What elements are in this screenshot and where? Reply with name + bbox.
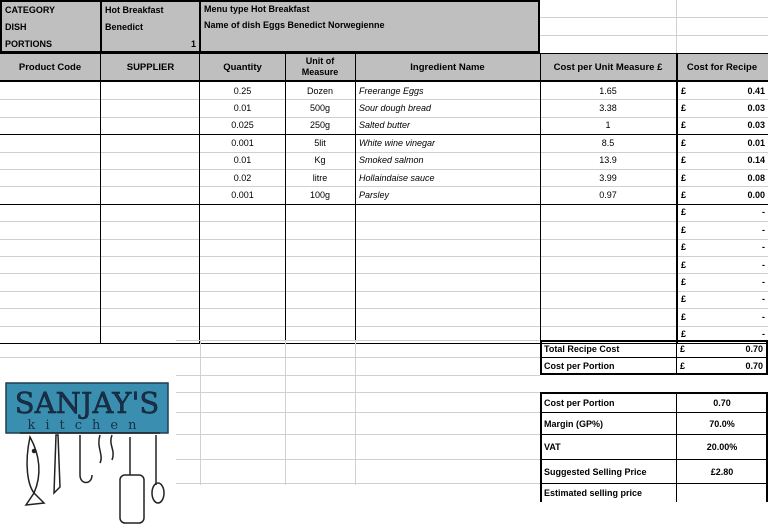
margin-value: 70.0% — [709, 418, 735, 429]
row-unit: Dozen — [306, 85, 333, 96]
total-recipe-cost-label: Total Recipe Cost — [544, 344, 620, 354]
row-cost: - — [762, 329, 765, 340]
estimated-price-label: Estimated selling price — [544, 488, 643, 498]
row-cost: 0.08 — [747, 172, 765, 183]
portions-label: PORTIONS — [5, 39, 53, 49]
suggested-price-label: Suggested Selling Price — [544, 466, 647, 477]
category-label: CATEGORY — [5, 5, 56, 15]
col-unit: Unit of Measure — [301, 56, 339, 77]
cost-per-portion-value: 0.70 — [745, 361, 763, 371]
row-quantity: 0.01 — [233, 103, 252, 114]
col-ingredient: Ingredient Name — [410, 61, 485, 73]
vat-value: 20.00% — [706, 442, 738, 452]
category-value: Hot Breakfast — [105, 5, 164, 15]
row-cost-per-unit: 1.65 — [599, 85, 617, 96]
row-currency: £ — [681, 311, 687, 322]
logo-name: SANJAY'S — [14, 386, 160, 420]
row-ingredient — [356, 239, 540, 256]
row-unit — [285, 204, 355, 221]
row-ingredient: Freerange Eggs — [359, 85, 424, 96]
row-cost-per-unit: 13.9 — [599, 155, 617, 166]
row-unit — [285, 273, 355, 290]
col-product-code: Product Code — [18, 61, 82, 73]
row-cost: 0.41 — [747, 85, 765, 96]
pricing-cpp-value: 0.70 — [713, 398, 731, 408]
row-ingredient — [356, 204, 540, 221]
row-ingredient — [356, 273, 540, 290]
row-unit: 250g — [309, 120, 331, 131]
row-quantity — [200, 291, 285, 308]
dish-label: DISH — [5, 22, 27, 32]
row-cost-per-unit: 3.99 — [599, 172, 617, 183]
row-cost: - — [762, 224, 765, 235]
row-ingredient: Sour dough bread — [359, 103, 432, 114]
dish-value: Benedict — [105, 22, 144, 32]
row-currency: £ — [681, 155, 687, 166]
row-cost-per-unit: 3.38 — [599, 103, 617, 114]
row-quantity — [200, 204, 285, 221]
suggested-price-value: £2.80 — [710, 466, 734, 477]
row-cost: - — [762, 242, 765, 253]
row-cost-per-unit — [540, 273, 676, 290]
logo-sub: kitchen — [27, 418, 147, 433]
vat-label: VAT — [544, 442, 561, 452]
dish-name: Name of dish Eggs Benedict Norwegienne — [204, 20, 385, 30]
margin-label: Margin (GP%) — [544, 418, 604, 429]
row-quantity: 0.001 — [231, 190, 254, 201]
row-unit — [285, 308, 355, 325]
menu-type: Menu type Hot Breakfast — [204, 4, 310, 14]
row-cost-per-unit — [540, 308, 676, 325]
row-unit: litre — [312, 172, 328, 183]
total-currency: £ — [680, 344, 686, 354]
row-ingredient: Salted butter — [359, 120, 411, 131]
col-quantity: Quantity — [223, 61, 262, 73]
row-cost: 0.03 — [747, 120, 765, 131]
cost-per-portion-label: Cost per Portion — [544, 361, 615, 371]
row-ingredient: Parsley — [359, 190, 390, 201]
row-currency: £ — [681, 224, 687, 235]
row-cost: 0.00 — [747, 190, 765, 201]
row-unit: 5lit — [314, 137, 326, 148]
row-cost-per-unit — [540, 221, 676, 238]
row-cost: - — [762, 207, 765, 218]
row-currency: £ — [681, 242, 687, 253]
row-ingredient: Hollaindaise sauce — [359, 172, 435, 183]
row-cost: - — [762, 277, 765, 288]
row-cost-per-unit — [540, 256, 676, 273]
pricing-cpp-label: Cost per Portion — [544, 398, 615, 408]
row-quantity — [200, 239, 285, 256]
row-cost-per-unit: 8.5 — [601, 137, 615, 148]
row-currency: £ — [681, 85, 687, 96]
row-currency: £ — [681, 259, 687, 270]
row-currency: £ — [681, 207, 687, 218]
row-cost-per-unit — [540, 291, 676, 308]
row-cost: 0.03 — [747, 103, 765, 114]
row-quantity — [200, 256, 285, 273]
row-currency: £ — [681, 277, 687, 288]
row-ingredient: White wine vinegar — [359, 137, 436, 148]
total-recipe-cost-value: 0.70 — [745, 344, 763, 354]
row-quantity: 0.001 — [231, 137, 254, 148]
row-currency: £ — [681, 103, 687, 114]
row-quantity: 0.02 — [233, 172, 252, 183]
row-quantity — [200, 308, 285, 325]
row-ingredient — [356, 308, 540, 325]
row-unit: 500g — [309, 103, 331, 114]
row-unit — [285, 256, 355, 273]
row-currency: £ — [681, 172, 687, 183]
row-unit — [285, 291, 355, 308]
row-unit: 100g — [309, 190, 331, 201]
row-cost: - — [762, 259, 765, 270]
row-ingredient — [356, 221, 540, 238]
col-cost-recipe: Cost for Recipe — [686, 61, 758, 73]
row-quantity: 0.25 — [233, 85, 252, 96]
row-unit: Kg — [314, 155, 326, 166]
row-currency: £ — [681, 137, 687, 148]
row-currency: £ — [681, 190, 687, 201]
row-cost-per-unit: 1 — [605, 120, 611, 131]
row-ingredient — [356, 291, 540, 308]
sanjays-kitchen-logo — [0, 375, 176, 530]
row-cost: 0.01 — [747, 137, 765, 148]
col-cost-per-unit: Cost per Unit Measure £ — [553, 61, 663, 73]
row-currency: £ — [681, 329, 687, 340]
portions-value: 1 — [190, 39, 196, 49]
row-quantity: 0.025 — [231, 120, 254, 131]
row-ingredient — [356, 256, 540, 273]
row-cost: 0.14 — [747, 155, 765, 166]
portion-currency: £ — [680, 361, 686, 371]
row-cost: - — [762, 294, 765, 305]
row-quantity — [200, 221, 285, 238]
estimated-price-value[interactable] — [677, 484, 767, 502]
row-cost-per-unit — [540, 204, 676, 221]
row-unit — [285, 221, 355, 238]
row-ingredient: Smoked salmon — [359, 155, 424, 166]
row-quantity — [200, 273, 285, 290]
row-cost-per-unit — [540, 239, 676, 256]
col-supplier: SUPPLIER — [126, 61, 175, 73]
row-cost-per-unit: 0.97 — [599, 190, 617, 201]
row-cost: - — [762, 311, 765, 322]
row-currency: £ — [681, 120, 687, 131]
row-quantity: 0.01 — [233, 155, 252, 166]
row-unit — [285, 239, 355, 256]
row-currency: £ — [681, 294, 687, 305]
